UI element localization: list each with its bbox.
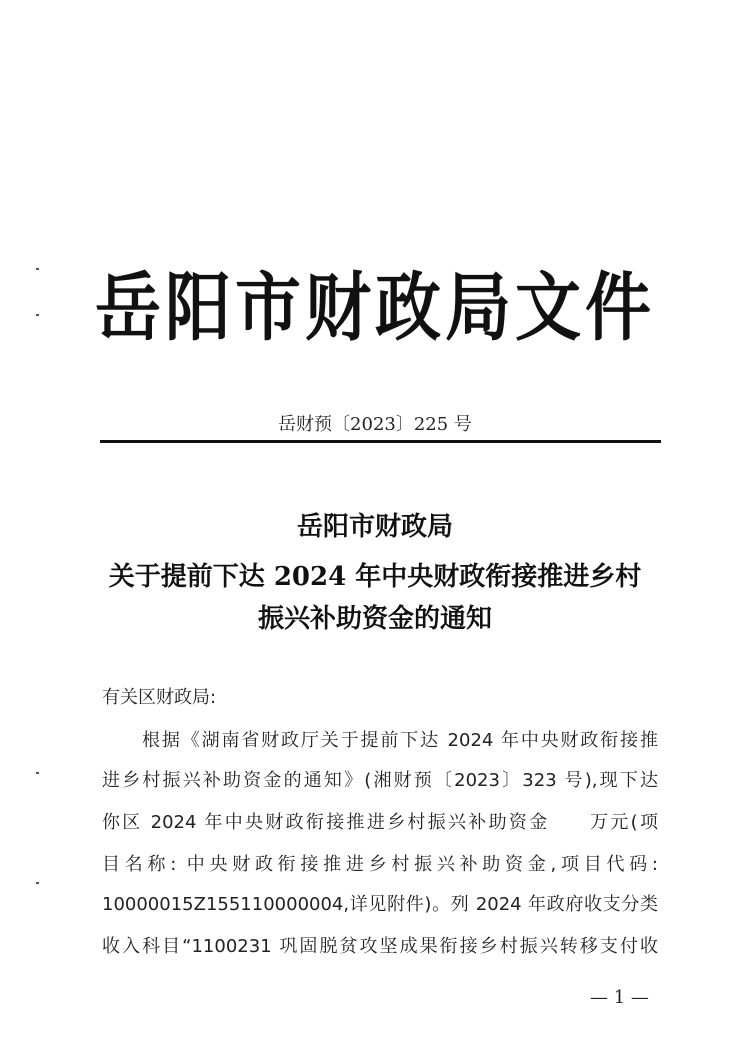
body-text-line: 10000015Z155110000004,详见附件)。列 2024 年政府收支分类 [102, 894, 658, 915]
body-text-line: 你区 2024 年中央财政衔接推进乡村振兴补助资金 万元(项 [102, 812, 658, 833]
scan-speck [36, 882, 39, 884]
document-title-line: 岳阳市财政局 [296, 512, 453, 542]
document-title-line: 振兴补助资金的通知 [257, 604, 492, 634]
document-number: 岳财预〔2023〕225 号 [278, 414, 472, 435]
document-title-line: 关于提前下达 2024 年中央财政衔接推进乡村 [108, 562, 642, 592]
body-text-line: 进乡村振兴补助资金的通知》(湘财预〔2023〕323 号),现下达 [102, 770, 658, 791]
page-number: — 1 — [590, 987, 649, 1008]
body-text-line: 目名称: 中央财政衔接推进乡村振兴补助资金,项目代码: [102, 854, 658, 875]
document-masthead: 岳阳市财政局文件 [95, 263, 655, 352]
body-text-line: 根据《湖南省财政厅关于提前下达 2024 年中央财政衔接推 [142, 730, 658, 751]
masthead-divider [100, 440, 661, 443]
scan-speck [36, 772, 39, 774]
salutation: 有关区财政局: [102, 687, 217, 708]
body-text-line: 收入科目“1100231 巩固脱贫攻坚成果衔接乡村振兴转移支付收 [102, 936, 658, 957]
